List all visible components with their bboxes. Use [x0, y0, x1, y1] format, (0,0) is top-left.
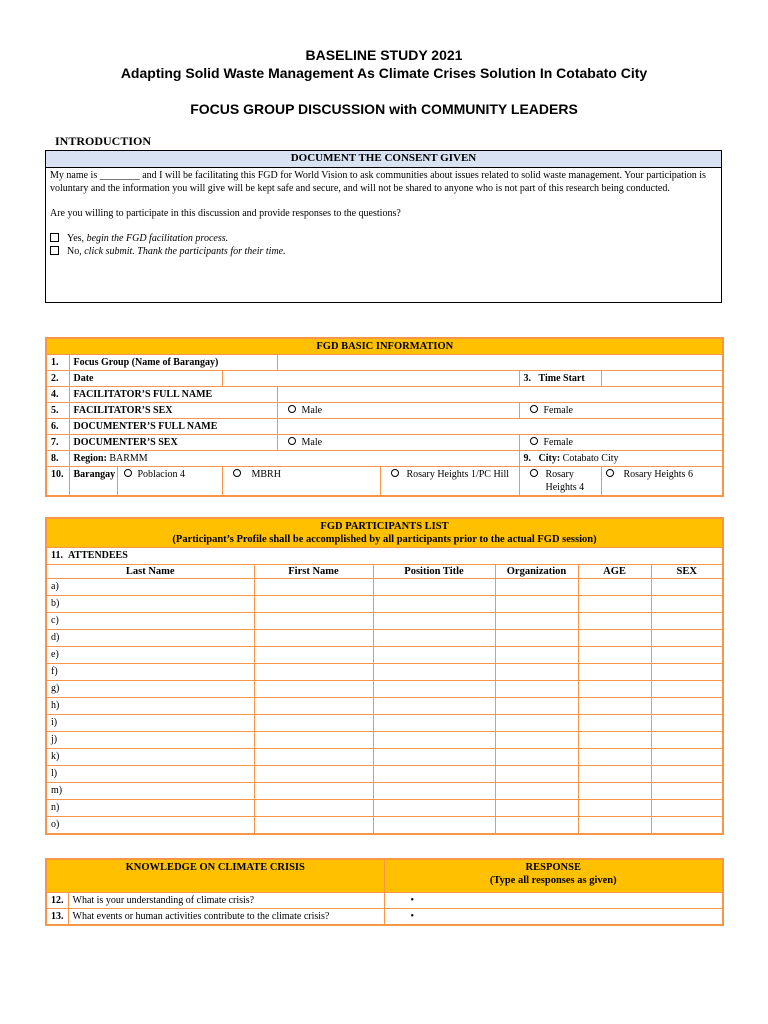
response-heading: RESPONSE (Type all responses as given)	[384, 859, 723, 893]
q4-label: FACILITATOR’S FULL NAME	[69, 387, 277, 403]
q5-option-male[interactable]: Male	[277, 403, 519, 419]
q5-option-female[interactable]: Female	[519, 403, 723, 419]
participant-cell[interactable]	[651, 630, 723, 647]
q3-label: 3. Time Start	[519, 371, 601, 387]
doc-title: BASELINE STUDY 2021	[305, 47, 463, 63]
consent-option-no[interactable]: No, click submit. Thank the participants for their time.	[50, 245, 717, 258]
participant-cell[interactable]	[578, 613, 651, 630]
participant-cell[interactable]	[578, 698, 651, 715]
participant-cell[interactable]	[495, 817, 578, 835]
q2-num: 2.	[46, 371, 69, 387]
q4-num: 4.	[46, 387, 69, 403]
q6-field[interactable]	[277, 419, 723, 435]
col-sex: SEX	[651, 565, 723, 579]
participant-cell[interactable]	[578, 630, 651, 647]
row-label[interactable]: n)	[46, 800, 254, 817]
participant-cell[interactable]	[495, 783, 578, 800]
doc-subtitle: Adapting Solid Waste Management As Climate Crises Solution In Cotabato City	[120, 65, 648, 81]
participant-cell[interactable]	[578, 766, 651, 783]
q2-label: Date	[69, 371, 222, 387]
radio-icon[interactable]	[288, 437, 296, 445]
row-label[interactable]: e)	[46, 647, 254, 664]
consent-option-yes[interactable]: Yes, begin the FGD facilitation process.	[50, 232, 717, 245]
participant-cell[interactable]	[651, 766, 723, 783]
knowledge-heading: KNOWLEDGE ON CLIMATE CRISIS	[46, 859, 384, 893]
table-row	[46, 766, 723, 783]
participant-cell[interactable]	[373, 681, 495, 698]
q3-field[interactable]	[601, 371, 723, 387]
barangay-option-3[interactable]: Rosary Heights 1/PC Hill	[380, 467, 519, 497]
consent-box	[45, 150, 722, 303]
participant-cell[interactable]	[373, 664, 495, 681]
participant-cell[interactable]	[373, 749, 495, 766]
participants-header-row	[46, 565, 723, 579]
participant-cell[interactable]	[651, 596, 723, 613]
participant-cell[interactable]	[254, 715, 373, 732]
participant-cell[interactable]	[495, 613, 578, 630]
table-row	[46, 613, 723, 630]
row-label[interactable]: k)	[46, 749, 254, 766]
table-row	[46, 783, 723, 800]
participant-cell[interactable]	[495, 630, 578, 647]
q4-field[interactable]	[277, 387, 723, 403]
table-row	[46, 647, 723, 664]
participant-cell[interactable]	[651, 800, 723, 817]
row-label[interactable]: i)	[46, 715, 254, 732]
participant-cell[interactable]	[578, 749, 651, 766]
q10-num: 10.	[46, 467, 69, 497]
participant-cell[interactable]	[495, 715, 578, 732]
q12-text: What is your understanding of climate crisis?	[68, 893, 384, 909]
table-row	[46, 698, 723, 715]
participant-cell[interactable]	[495, 647, 578, 664]
participant-cell[interactable]	[578, 817, 651, 835]
table-row	[46, 664, 723, 681]
q9-city: 9. City: Cotabato City	[519, 451, 723, 467]
q1-label: Focus Group (Name of Barangay)	[69, 355, 277, 371]
q8-num: 8.	[46, 451, 69, 467]
consent-paragraph: My name is ________ and I will be facilitating this FGD for World Vision to ask communities about issues related to solid waste management. Your participation is voluntary and the information you will give will be kept safe and secure, and will not be shared to anyone who is not part of this research being conducted.	[50, 170, 706, 194]
table-row	[46, 681, 723, 698]
radio-icon[interactable]	[288, 405, 296, 413]
col-position-title: Position Title	[373, 565, 495, 579]
participant-cell[interactable]	[495, 596, 578, 613]
q5-num: 5.	[46, 403, 69, 419]
row-label[interactable]: a)	[46, 579, 254, 596]
participant-cell[interactable]	[373, 613, 495, 630]
participant-cell[interactable]	[254, 613, 373, 630]
knowledge-table	[45, 858, 724, 926]
basic-info-table	[45, 337, 724, 497]
participant-cell[interactable]	[495, 800, 578, 817]
participant-cell[interactable]	[373, 800, 495, 817]
radio-icon[interactable]	[530, 405, 538, 413]
participant-cell[interactable]	[495, 749, 578, 766]
participant-cell[interactable]	[254, 800, 373, 817]
q2-field[interactable]	[222, 371, 519, 387]
participant-cell[interactable]	[578, 800, 651, 817]
radio-icon[interactable]	[124, 469, 132, 477]
table-row	[46, 579, 723, 596]
col-organization: Organization	[495, 565, 578, 579]
participants-title: FGD PARTICIPANTS LIST (Participant’s Profile shall be accomplished by all participants prior to the actual FGD session)	[46, 518, 723, 548]
participant-cell[interactable]	[578, 647, 651, 664]
col-age: AGE	[578, 565, 651, 579]
participant-cell[interactable]	[651, 732, 723, 749]
barangay-option-1[interactable]: Poblacion 4	[117, 467, 222, 497]
participant-cell[interactable]	[651, 698, 723, 715]
checkbox-icon[interactable]	[50, 233, 59, 242]
participant-cell[interactable]	[373, 630, 495, 647]
participant-cell[interactable]	[254, 681, 373, 698]
q7-label: DOCUMENTER’S SEX	[69, 435, 277, 451]
participant-cell[interactable]	[254, 647, 373, 664]
table-row	[46, 817, 723, 835]
participant-cell[interactable]	[373, 715, 495, 732]
participant-cell[interactable]	[254, 749, 373, 766]
participant-cell[interactable]	[254, 817, 373, 835]
q13-num: 13.	[46, 909, 68, 926]
barangay-option-4[interactable]: Rosary Heights 4	[519, 467, 601, 497]
radio-icon[interactable]	[530, 437, 538, 445]
row-label[interactable]: g)	[46, 681, 254, 698]
participant-cell[interactable]	[578, 664, 651, 681]
participant-cell[interactable]	[373, 732, 495, 749]
participant-cell[interactable]	[254, 732, 373, 749]
consent-box-title: DOCUMENT THE CONSENT GIVEN	[46, 151, 722, 168]
row-label[interactable]: j)	[46, 732, 254, 749]
participant-cell[interactable]	[254, 664, 373, 681]
q6-num: 6.	[46, 419, 69, 435]
participant-cell[interactable]	[254, 766, 373, 783]
row-label[interactable]: h)	[46, 698, 254, 715]
participant-cell[interactable]	[373, 647, 495, 664]
radio-icon[interactable]	[530, 469, 538, 477]
participant-cell[interactable]	[373, 698, 495, 715]
participant-cell[interactable]	[254, 596, 373, 613]
participant-cell[interactable]	[495, 698, 578, 715]
q7-option-male[interactable]: Male	[277, 435, 519, 451]
participant-cell[interactable]	[495, 664, 578, 681]
participant-cell[interactable]	[578, 783, 651, 800]
doc-section-title: FOCUS GROUP DISCUSSION with COMMUNITY LEADERS	[190, 101, 578, 117]
participant-cell[interactable]	[651, 579, 723, 596]
attendees-label: 11. ATTENDEES	[46, 548, 723, 565]
participant-cell[interactable]	[651, 681, 723, 698]
participant-cell[interactable]	[373, 596, 495, 613]
participant-cell[interactable]	[254, 630, 373, 647]
q1-field[interactable]	[277, 355, 723, 371]
q1-num: 1.	[46, 355, 69, 371]
row-label[interactable]: o)	[46, 817, 254, 835]
checkbox-icon[interactable]	[50, 246, 59, 255]
row-label[interactable]: l)	[46, 766, 254, 783]
q10-label: Barangay	[69, 467, 117, 497]
table-row	[46, 596, 723, 613]
participant-cell[interactable]	[495, 579, 578, 596]
consent-body	[46, 168, 722, 303]
participant-cell[interactable]	[495, 766, 578, 783]
participant-cell[interactable]	[651, 783, 723, 800]
introduction-heading: INTRODUCTION	[55, 134, 152, 148]
participant-cell[interactable]	[254, 783, 373, 800]
table-row	[46, 732, 723, 749]
q7-num: 7.	[46, 435, 69, 451]
q7-option-female[interactable]: Female	[519, 435, 723, 451]
q12-response[interactable]: •	[384, 893, 723, 909]
row-label[interactable]: d)	[46, 630, 254, 647]
barangay-option-2[interactable]: MBRH	[222, 467, 380, 497]
participant-cell[interactable]	[254, 579, 373, 596]
table-row	[46, 715, 723, 732]
radio-icon[interactable]	[391, 469, 399, 477]
radio-icon[interactable]	[606, 469, 614, 477]
participant-cell[interactable]	[651, 715, 723, 732]
participant-cell[interactable]	[578, 732, 651, 749]
row-label[interactable]: b)	[46, 596, 254, 613]
participant-cell[interactable]	[578, 579, 651, 596]
participants-table	[45, 517, 724, 835]
q13-text: What events or human activities contribute to the climate crisis?	[68, 909, 384, 926]
participant-cell[interactable]	[651, 613, 723, 630]
q5-label: FACILITATOR’S SEX	[69, 403, 277, 419]
consent-question: Are you willing to participate in this discussion and provide responses to the questions?	[50, 208, 401, 219]
participant-cell[interactable]	[578, 596, 651, 613]
col-first-name: First Name	[254, 565, 373, 579]
participant-cell[interactable]	[254, 698, 373, 715]
q13-response[interactable]: •	[384, 909, 723, 926]
barangay-option-5[interactable]: Rosary Heights 6	[601, 467, 723, 497]
row-label[interactable]: f)	[46, 664, 254, 681]
table-row	[46, 800, 723, 817]
participant-cell[interactable]	[651, 749, 723, 766]
participant-cell[interactable]	[651, 817, 723, 835]
participant-cell[interactable]	[495, 732, 578, 749]
col-last-name: Last Name	[46, 565, 254, 579]
participant-cell[interactable]	[373, 783, 495, 800]
basic-info-title: FGD BASIC INFORMATION	[46, 338, 723, 355]
row-label[interactable]: m)	[46, 783, 254, 800]
table-row	[46, 749, 723, 766]
q12-num: 12.	[46, 893, 68, 909]
q6-label: DOCUMENTER’S FULL NAME	[69, 419, 277, 435]
participant-cell[interactable]	[578, 681, 651, 698]
participant-cell[interactable]	[578, 715, 651, 732]
participant-cell[interactable]	[495, 681, 578, 698]
participant-cell[interactable]	[651, 647, 723, 664]
participant-cell[interactable]	[373, 766, 495, 783]
participant-cell[interactable]	[651, 664, 723, 681]
participant-cell[interactable]	[373, 817, 495, 835]
q8-region: Region: BARMM	[69, 451, 519, 467]
row-label[interactable]: c)	[46, 613, 254, 630]
participant-cell[interactable]	[373, 579, 495, 596]
radio-icon[interactable]	[233, 469, 241, 477]
table-row	[46, 630, 723, 647]
